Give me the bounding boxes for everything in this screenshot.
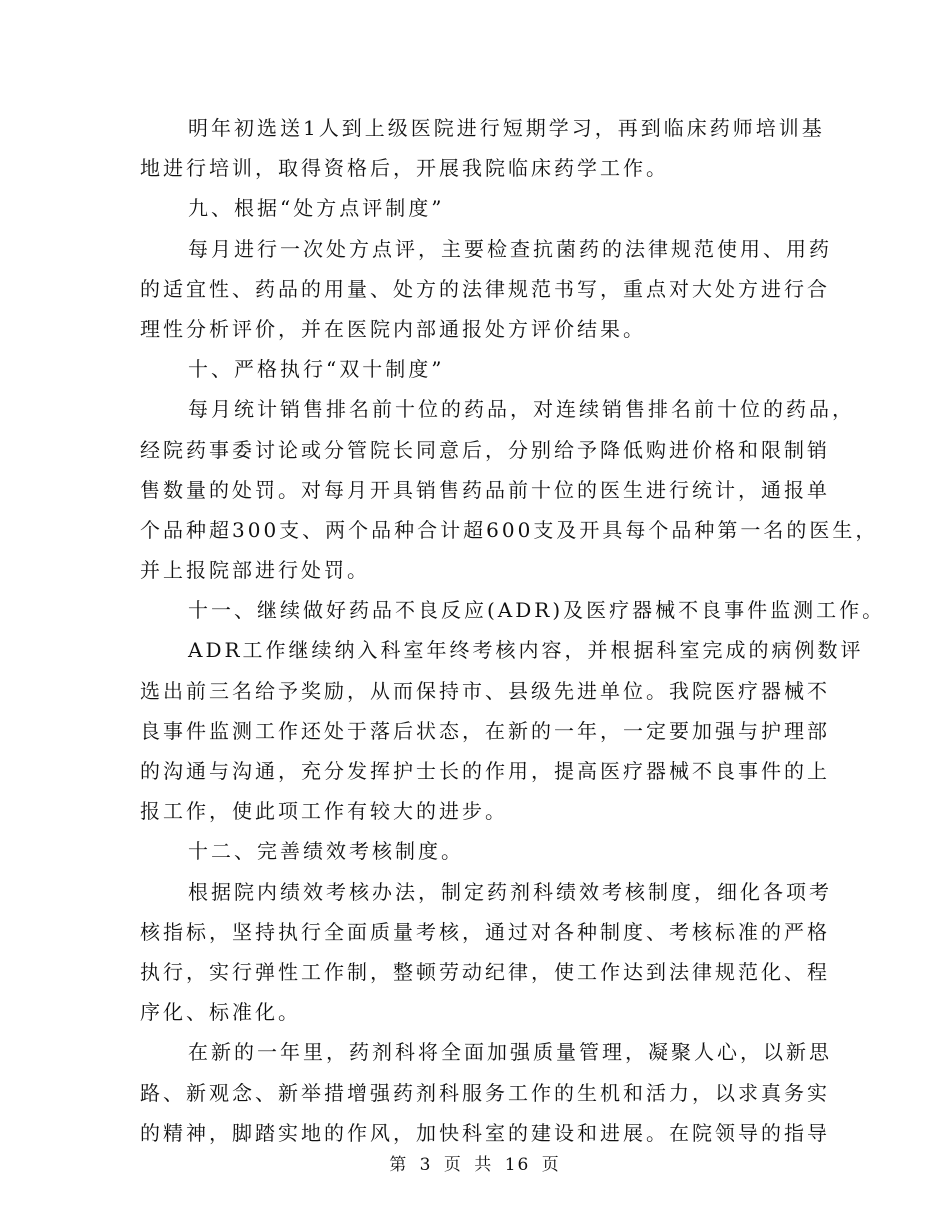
text-line: 的沟通与沟通，充分发挥护士长的作用，提高医疗器械不良事件的上 xyxy=(140,759,830,783)
text-line: 的精神，脚踏实地的作风，加快科室的建设和进展。在院领导的指导 xyxy=(140,1120,830,1145)
text-line: 路、新观念、新举措增强药剂科服务工作的生机和活力，以求真务实 xyxy=(140,1080,830,1105)
text-line: 每月进行一次处方点评，主要检查抗菌药的法律规范使用、用药 xyxy=(188,236,832,261)
text-line: 明年初选送1人到上级医院进行短期学习，再到临床药师培训基 xyxy=(188,116,825,140)
text-line: 并上报院部进行处罚。 xyxy=(140,558,370,583)
page-number-footer: 第 3 页 共 16 页 xyxy=(389,1155,561,1175)
text-line: 地进行培训，取得资格后，开展我院临床药学工作。 xyxy=(140,156,669,181)
text-line: 选出前三名给予奖励，从而保持市、县级先进单位。我院医疗器械不 xyxy=(140,678,830,703)
text-line: 九、根据“处方点评制度” xyxy=(188,196,445,221)
text-line: 的适宜性、药品的用量、处方的法律规范书写，重点对大处方进行合 xyxy=(140,276,830,301)
text-line: 经院药事委讨论或分管院长同意后，分别给予降低购进价格和限制销 xyxy=(140,437,830,462)
text-line: 个品种超300支、两个品种合计超600支及开具每个品种第一名的医生， xyxy=(140,517,879,542)
text-line: 售数量的处罚。对每月开具销售药品前十位的医生进行统计，通报单 xyxy=(140,477,830,502)
text-line: 十二、完善绩效考核制度。 xyxy=(188,839,464,864)
text-line: 根据院内绩效考核办法，制定药剂科绩效考核制度，细化各项考 xyxy=(188,879,832,904)
text-line: 理性分析评价，并在医院内部通报处方评价结果。 xyxy=(140,316,646,341)
text-line: ADR工作继续纳入科室年终考核内容，并根据科室完成的病例数评 xyxy=(188,638,864,663)
text-line: 每月统计销售排名前十位的药品，对连续销售排名前十位的药品， xyxy=(188,397,855,422)
text-line: 核指标，坚持执行全面质量考核，通过对各种制度、考核标准的严格 xyxy=(140,919,830,944)
text-line: 报工作，使此项工作有较大的进步。 xyxy=(140,799,508,824)
text-line: 十、严格执行“双十制度” xyxy=(188,357,445,382)
text-line: 执行，实行弹性工作制，整顿劳动纪律，使工作达到法律规范化、程 xyxy=(140,959,830,984)
text-line: 十一、继续做好药品不良反应(ADR)及医疗器械不良事件监测工作。 xyxy=(188,598,886,623)
text-line: 良事件监测工作还处于落后状态，在新的一年，一定要加强与护理部 xyxy=(140,718,830,743)
text-line: 在新的一年里，药剂科将全面加强质量管理，凝聚人心，以新思 xyxy=(188,1040,832,1065)
document-body xyxy=(140,108,886,1153)
text-line: 序化、标准化。 xyxy=(140,1000,301,1025)
